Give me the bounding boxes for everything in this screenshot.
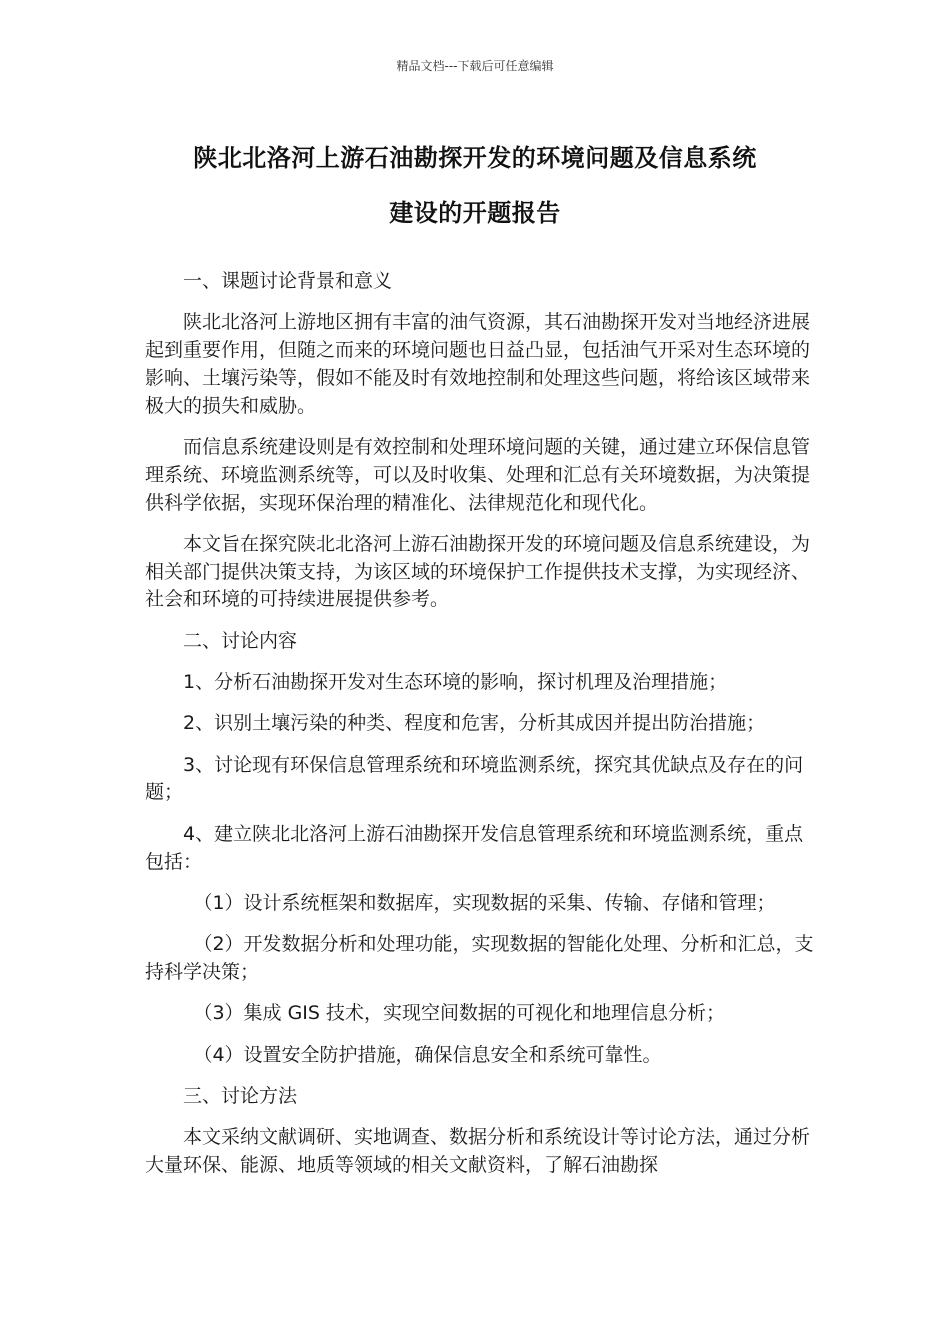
document-title-line-2: 建设的开题报告 [389, 199, 561, 227]
section-heading-method: 三、讨论方法 [183, 1084, 298, 1107]
list-item: 2、识别土壤污染的种类、程度和危害，分析其成因并提出防治措施； [183, 712, 766, 735]
paragraph-info-system: 而信息系统建设则是有效控制和处理环境问题的关键，通过建立环保信息管理系统、环境监测系统等，可以及时收集、处理和汇总有关环境数据，为决策提供科学依据，实现环保治理的精准化、法律规范化和现代化。 [145, 435, 811, 514]
sub-list-item: （1）设计系统框架和数据库，实现数据的采集、传输、存储和管理； [193, 891, 776, 914]
section-heading-background: 一、课题讨论背景和意义 [183, 270, 393, 292]
list-item: 3、讨论现有环保信息管理系统和环境监测系统，探究其优缺点及存在的问题； [145, 753, 804, 804]
paragraph-method: 本文采纳文献调研、实地调查、数据分析和系统设计等讨论方法，通过分析大量环保、能源、地质等领域的相关文献资料，了解石油勘探 [145, 1126, 811, 1176]
sub-list-item: （4）设置安全防护措施，确保信息安全和系统可靠性。 [193, 1043, 662, 1066]
document-title-line-1: 陕北北洛河上游石油勘探开发的环境问题及信息系统 [193, 144, 757, 172]
paragraph-purpose: 本文旨在探究陕北北洛河上游石油勘探开发的环境问题及信息系统建设，为相关部门提供决策支持，为该区域的环境保护工作提供技术支撑，为实现经济、社会和环境的可持续进展提供参考。 [145, 532, 811, 611]
list-item: 4、建立陕北北洛河上游石油勘探开发信息管理系统和环境监测系统，重点包括： [145, 822, 804, 873]
section-heading-content: 二、讨论内容 [183, 629, 298, 652]
list-item: 1、分析石油勘探开发对生态环境的影响，探讨机理及治理措施； [183, 671, 728, 694]
sub-list-item: （3）集成 GIS 技术，实现空间数据的可视化和地理信息分析； [193, 1002, 725, 1025]
sub-list-item: （2）开发数据分析和处理功能，实现数据的智能化处理、分析和汇总，支持科学决策； [145, 933, 814, 983]
header-note: 精品文档---下载后可任意编辑 [396, 59, 554, 73]
document-body [145, 268, 817, 1193]
paragraph-background: 陕北北洛河上游地区拥有丰富的油气资源，其石油勘探开发对当地经济进展起到重要作用，但随之而来的环境问题也日益凸显，包括油气开采对生态环境的影响、土壤污染等，假如不能及时有效地控制和处理这些问题，将给该区域带来极大的损失和威胁。 [145, 311, 811, 417]
